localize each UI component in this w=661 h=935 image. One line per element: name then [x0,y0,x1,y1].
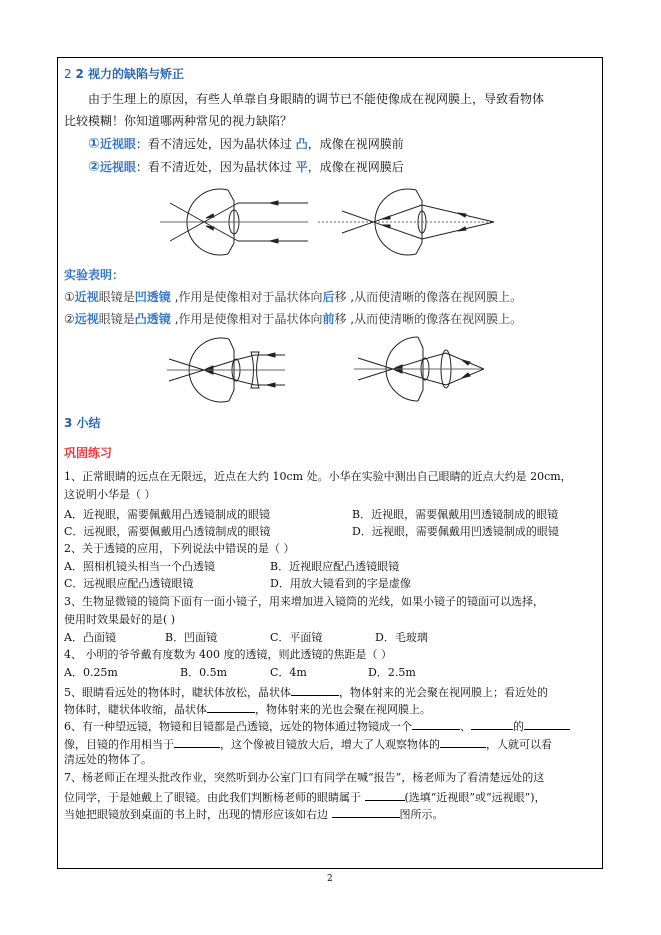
exp1-word3: 后 [322,290,335,304]
q6-text1: 6、有一种望远镜，物镜和目镜都是凸透镜，远处的物体通过物镜成一个 [64,720,412,733]
q6-text3: 的 [513,720,524,733]
q7-blank1[interactable] [365,789,405,801]
experiment-title: 实验表明： [64,268,125,282]
item1-text-b: ，成像在视网膜前 [307,137,404,151]
item2-name: 远视眼 [99,160,136,174]
q2-option-a: A．照相机镜头相当一个凸透镜 [64,560,215,573]
item2-number: ② [88,159,100,175]
q5-line1 [64,684,548,700]
hyperopia-item [88,160,404,175]
section2-title-text: 2 视力的缺陷与矫正 [75,67,184,81]
q6-text4: 像，目镜的作用相当于 [64,738,174,751]
q3-option-d: D．毛玻璃 [375,631,428,644]
q6-blank3[interactable] [524,718,570,730]
q3-line1: 3、生物显微镜的镜筒下面有一面小镜子，用来增加进入镜筒的光线，如果小镜子的镜面可以选择， [64,595,544,608]
q3-option-a: A．凸面镜 [64,631,116,644]
q1-line2: 这说明小华是（ ） [64,488,156,501]
q1-option-b: B．近视眼，需要佩戴用凹透镜制成的眼镜 [352,508,559,521]
q7-text4: 图所示。 [399,808,444,821]
page-number: 2 [327,874,333,884]
q1-line1: 1、正常眼睛的远点在无限远，近点在大约 10cm 处。小华在实验中测出自己眼睛的近点大约是 20cm， [64,470,572,483]
q5-text1: 5、眼睛看远处的物体时，睫状体放松，晶状体 [64,686,291,699]
q5-text3: 物体时，睫状体收缩，晶状体 [64,703,207,716]
q4-option-a: A．0.25m [64,666,118,679]
item1-number: ① [88,136,100,152]
myopia-eye-diagram [158,183,308,261]
hyperopia-eye-diagram [318,183,498,261]
q7-blank2[interactable] [332,806,400,818]
item2-text-b: ，成像在视网膜后 [307,160,404,174]
q5-blank1[interactable] [291,684,339,696]
section2-title: 2 2 视力的缺陷与矫正 [64,67,184,81]
section2-intro-line1: 由于生理上的原因，有些人单靠自身眼睛的调节已不能使像成在视网膜上，导致看物体 [88,92,545,106]
q6-blank5[interactable] [440,736,486,748]
exp1-text1: 眼镜是 [98,290,135,304]
exp2-text2: ,作用是使像相对于晶状体向 [170,312,323,326]
myopia-item [88,137,404,152]
experiment-line1 [64,290,522,305]
q4-option-d: D．2.5m [368,666,416,679]
section2-intro-line2: 比较模糊！你知道哪两种常见的视力缺陷？ [64,114,293,128]
q6-blank1[interactable] [412,718,460,730]
q5-blank2[interactable] [207,701,255,713]
exp1-word2: 凹透镜 [134,290,171,304]
q6-text6: ，人就可以看 [486,738,552,751]
exp1-text2: ,作用是使像相对于晶状体向 [170,290,323,304]
q4-stem: 4、 小明的爷爷戴有度数为 400 度的透镜，则此透镜的焦距是（ ） [64,648,392,661]
q6-blank4[interactable] [174,736,220,748]
exp2-text1: 眼镜是 [98,312,135,326]
q7-text3: 当她把眼镜放到桌面的书上时，出现的情形应该如右边 [64,808,328,821]
q7-line3 [64,806,444,822]
exp2-word1: 远视 [74,312,99,326]
q1-option-d: D．远视眼，需要佩戴用凹透镜制成的眼镜 [352,525,559,538]
q7-text2: (选填“近视眼”或“远视眼”)， [404,791,546,804]
q3-option-c: C．平面镜 [270,631,323,644]
q7-line1: 7、杨老师正在埋头批改作业，突然听到办公室门口有同学在喊“报告”，杨老师为了看清楚远处的这 [64,771,545,784]
q3-option-b: B．凹面镜 [165,631,218,644]
q3-line2: 使用时效果最好的是( ) [64,613,176,626]
q6-blank2[interactable] [471,718,513,730]
q6-line3: 清远处的物体了。 [64,753,152,766]
q1-option-a: A．近视眼，需要佩戴用凸透镜制成的眼镜 [64,508,270,521]
q7-text1: 位同学，于是她戴上了眼镜。由此我们判断杨老师的眼睛属于 [64,791,361,804]
exp2-word2: 凸透镜 [134,312,171,326]
q2-option-b: B．近视眼应配凸透镜眼镜 [270,560,400,573]
q2-option-d: D．用放大镜看到的字是虚像 [270,577,411,590]
experiment-line2 [64,312,522,327]
section3-title: 3 小结 [64,416,101,430]
q6-line1 [64,718,570,734]
exp1-text3: 移 ,从而使清晰的像落在视网膜上。 [334,290,523,304]
q6-line2 [64,736,552,752]
item2-text-a: ：看不清近处，因为晶状体过 [135,160,296,174]
q4-option-c: C．4m [270,666,307,679]
q1-option-c: C．远视眼，需要佩戴用凸透镜制成的眼镜 [64,525,271,538]
q2-option-c: C．远视眼应配凸透镜眼镜 [64,577,194,590]
exp1-word1: 近视 [74,290,99,304]
q2-stem: 2、关于透镜的应用，下列说法中错误的是（ ） [64,542,295,555]
exp1-number: ① [64,290,75,304]
q5-text4: ，物体射来的光也会聚在视网膜上。 [255,703,431,716]
item2-key: 平 [295,160,308,174]
exp2-text3: 移 ,从而使清晰的像落在视网膜上。 [334,312,523,326]
convex-lens-correction-diagram [352,331,484,407]
exp2-number: ② [64,312,75,326]
concave-lens-correction-diagram [163,333,285,407]
item1-name: 近视眼 [99,137,136,151]
item1-key: 凸 [295,137,308,151]
practice-title: 巩固练习 [64,446,113,460]
item1-text-a: ：看不清远处，因为晶状体过 [135,137,296,151]
q6-text2: 、 [460,720,471,733]
exp2-word3: 前 [322,312,335,326]
q6-text5: ，这个像被目镜放大后，增大了人观察物体的 [220,738,440,751]
q4-option-b: B．0.5m [180,666,228,679]
q5-line2 [64,701,431,717]
q5-text2: ，物体射来的光会聚在视网膜上；看近处的 [339,686,548,699]
q7-line2 [64,789,546,805]
